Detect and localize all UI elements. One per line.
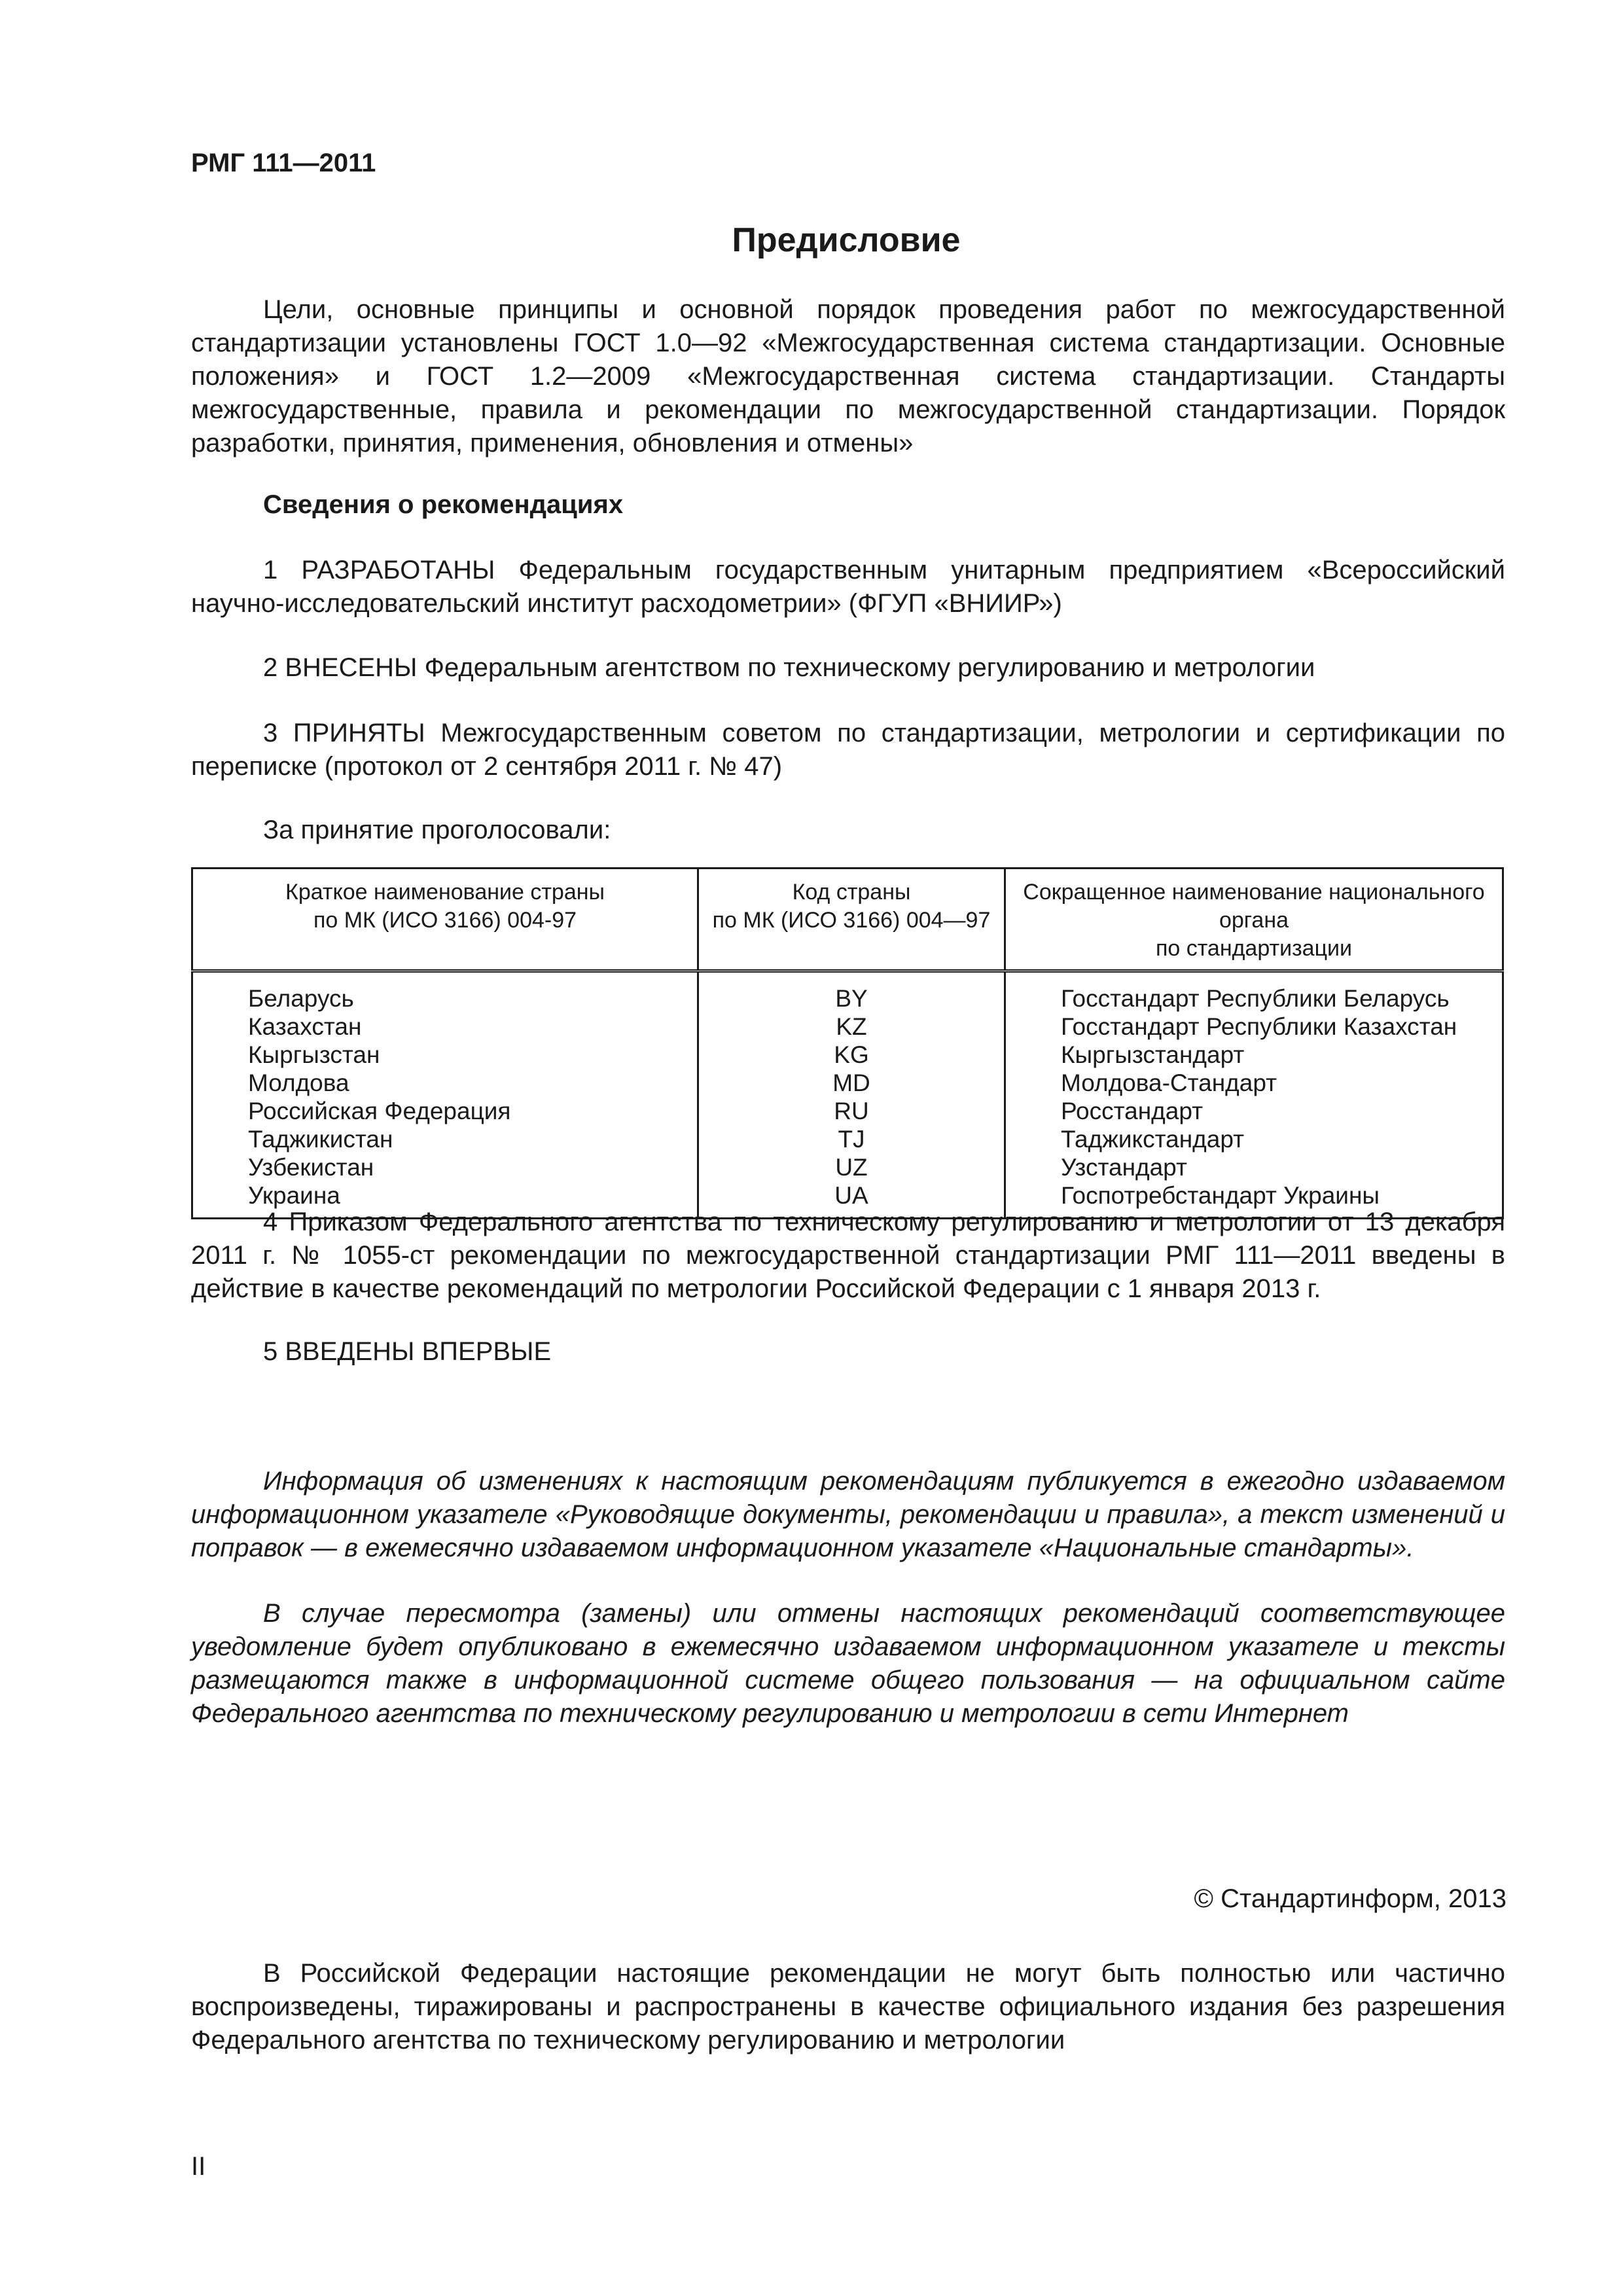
national-body-cell: Росстандарт [1005,1097,1503,1125]
country-code-cell: RU [698,1097,1005,1125]
item-3-paragraph: 3 ПРИНЯТЫ Межгосударственным советом по стандартизации, метрологии и сертификации по переписке (протокол от 2 сентября 2011 г. № 47) [191,719,1505,781]
table-row [192,1069,1503,1097]
national-body-cell: Госстандарт Республики Беларусь [1005,971,1503,1013]
country-code-cell: MD [698,1069,1005,1097]
country-name-cell: Таджикистан [248,1126,393,1153]
table-row [192,1125,1503,1153]
table-row [192,971,1503,1013]
item-1-paragraph: 1 РАЗРАБОТАНЫ Федеральным государственным унитарным предприятием «Всероссийский научно-исследовательский институт расходометрии» (ФГУП «ВНИИР») [191,556,1505,618]
table-row [192,1097,1503,1125]
document-code: РМГ 111—2011 [191,149,376,177]
national-body-cell: Узстандарт [1005,1153,1503,1181]
national-body-cell: Кыргызстандарт [1005,1041,1503,1069]
country-name-cell: Кыргызстан [248,1041,380,1068]
national-body-cell: Таджикстандарт [1005,1125,1503,1153]
country-code-cell: TJ [698,1125,1005,1153]
national-body-cell: Молдова-Стандарт [1005,1069,1503,1097]
country-name-cell: Украина [248,1182,340,1209]
country-code-cell: KG [698,1041,1005,1069]
page-number: II [191,2152,206,2181]
header-country-code: Код страны по МК (ИСО 3166) 004—97 [698,869,1005,971]
country-code-cell: KZ [698,1013,1005,1041]
item-2-paragraph: 2 ВНЕСЕНЫ Федеральным агентством по техническому регулированию и метрологии [263,653,1315,682]
page-title: Предисловие [732,221,961,259]
item-4-paragraph: 4 Приказом Федерального агентства по техническому регулированию и метрологии от 13 декабря 2011 г. № 1055-ст рекомендации по межгосударственной стандартизации РМГ 111—2011 введены в действие в качестве рекомендаций по метрологии Российской Федерации с 1 января 2013 г. [191,1208,1505,1303]
intro-paragraph: Цели, основные принципы и основной порядок проведения работ по межгосударственной стандартизации установлены ГОСТ 1.0—92 «Межгосударственная система стандартизации. Основные положения» и ГОСТ 1.2—2009 «Межгосударственная система стандартизации. Стандарты межгосударственные, правила и рекомендации по межгосударственной стандартизации. Порядок разработки, принятия, применения, обновления и отмены» [191,295,1505,457]
country-name-cell: Молдова [248,1069,349,1096]
national-body-cell: Госстандарт Республики Казахстан [1005,1013,1503,1041]
rights-notice: В Российской Федерации настоящие рекомендации не могут быть полностью или частично воспроизведены, тиражированы и распространены в качестве официального издания без разрешения Федерального агентства по техническому регулированию и метрологии [191,1959,1505,2054]
country-name-cell: Узбекистан [248,1154,374,1181]
copyright: © Стандартинформ, 2013 [1194,1884,1507,1913]
item-5-paragraph: 5 ВВЕДЕНЫ ВПЕРВЫЕ [263,1337,552,1366]
country-code-cell: UA [698,1181,1005,1219]
changes-notice: Информация об изменениях к настоящим рекомендациям публикуется в ежегодно издаваемом информационном указателе «Руководящие документы, рекомендации и правила», а текст изменений и поправок — в ежемесячно издаваемом информационном указателе «Национальные стандарты». [191,1467,1505,1562]
country-code-cell: BY [698,971,1005,1013]
header-country-name: Краткое наименование страны по МК (ИСО 3166) 004-97 [192,869,698,971]
table-row [192,1013,1503,1041]
country-name-cell: Беларусь [248,985,354,1012]
revision-notice: В случае пересмотра (замены) или отмены настоящих рекомендаций соответствующее уведомление будет опубликовано в ежемесячно издаваемом информационном указателе и тексты размещаются также в информационной системе общего пользования — на официальном сайте Федерального агентства по техническому регулированию и метрологии в сети Интернет [191,1599,1505,1728]
country-code-cell: UZ [698,1153,1005,1181]
national-body-cell: Госпотребстандарт Украины [1005,1181,1503,1219]
info-heading: Сведения о рекомендациях [263,490,624,519]
table-header-row [192,869,1503,971]
country-name-cell: Российская Федерация [248,1098,511,1124]
table-row [192,1153,1503,1181]
voting-table [191,867,1504,1219]
table-row [192,1041,1503,1069]
header-national-body: Сокращенное наименование национального органа по стандартизации [1005,869,1503,971]
country-name-cell: Казахстан [248,1013,362,1040]
voted-label: За принятие проголосовали: [263,816,611,844]
